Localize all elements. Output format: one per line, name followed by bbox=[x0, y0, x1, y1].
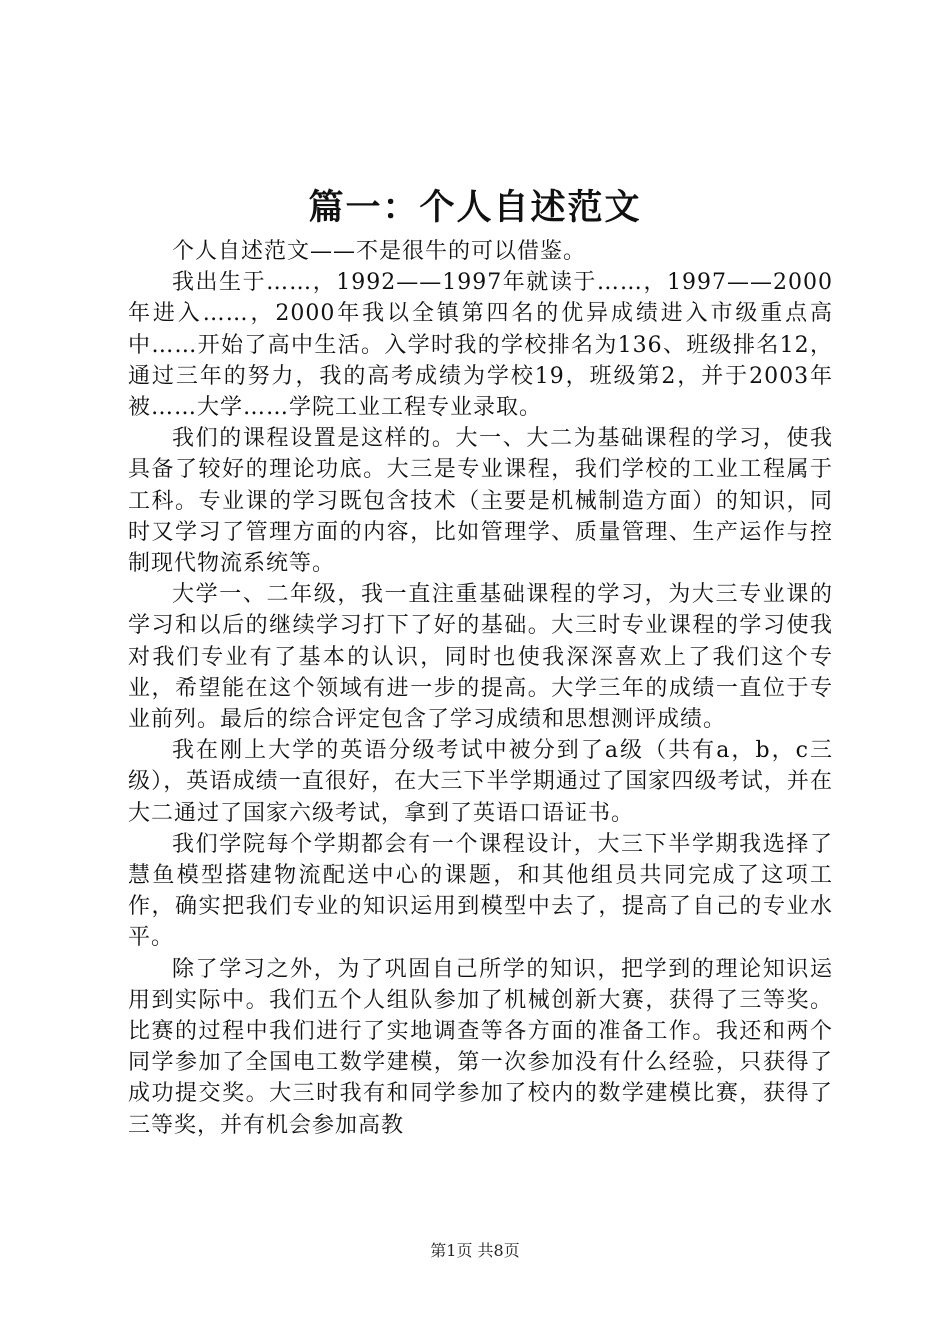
paragraph-competitions: 除了学习之外，为了巩固自己所学的知识，把学到的理论知识运用到实际中。我们五个人组队参加了机械创新大赛，获得了三等奖。比赛的过程中我们进行了实地调查等各方面的准备工作。我还和两个同学参加了全国电工数学建模，第一次参加没有什么经验，只获得了成功提交奖。大三时我有和同学参加了校内的数学建模比赛，获得了三等奖，并有机会参加高教 bbox=[128, 956, 833, 1138]
page-footer: 第1页 共8页 bbox=[430, 1241, 520, 1260]
paragraph-course-design: 我们学院每个学期都会有一个课程设计，大三下半学期我选择了慧鱼模型搭建物流配送中心的课题，和其他组员共同完成了这项工作，确实把我们专业的知识运用到模型中去了，提高了自己的专业水平。 bbox=[128, 831, 833, 951]
paragraph-education: 我出生于……，1992——1997年就读于……，1997——2000年进入……，2000年我以全镇第四名的优异成绩进入市级重点高中……开始了高中生活。入学时我的学校排名为136、班级排名12，通过三年的努力，我的高考成绩为学校19，班级第2，并于2003年被……大学……学院工业工程专业录取。 bbox=[128, 270, 833, 421]
document-title: 篇一：个人自述范文 bbox=[308, 187, 642, 228]
paragraph-intro: 个人自述范文——不是很牛的可以借鉴。 bbox=[172, 239, 587, 264]
paragraph-study: 大学一、二年级，我一直注重基础课程的学习，为大三专业课的学习和以后的继续学习打下了好的基础。大三时专业课程的学习使我对我们专业有了基本的认识，同时也使我深深喜欢上了我们这个专业，希望能在这个领域有进一步的提高。大学三年的成绩一直位于专业前列。最后的综合评定包含了学习成绩和思想测评成绩。 bbox=[128, 582, 833, 733]
paragraph-english: 我在刚上大学的英语分级考试中被分到了a级（共有a，b，c三级），英语成绩一直很好，在大三下半学期通过了国家四级考试，并在大二通过了国家六级考试，拿到了英语口语证书。 bbox=[128, 738, 833, 826]
paragraph-courses: 我们的课程设置是这样的。大一、大二为基础课程的学习，使我具备了较好的理论功底。大三是专业课程，我们学校的工业工程属于工科。专业课的学习既包含技术（主要是机械制造方面）的知识，同时又学习了管理方面的内容，比如管理学、质量管理、生产运作与控制现代物流系统等。 bbox=[128, 426, 833, 577]
document-body bbox=[128, 236, 833, 1141]
